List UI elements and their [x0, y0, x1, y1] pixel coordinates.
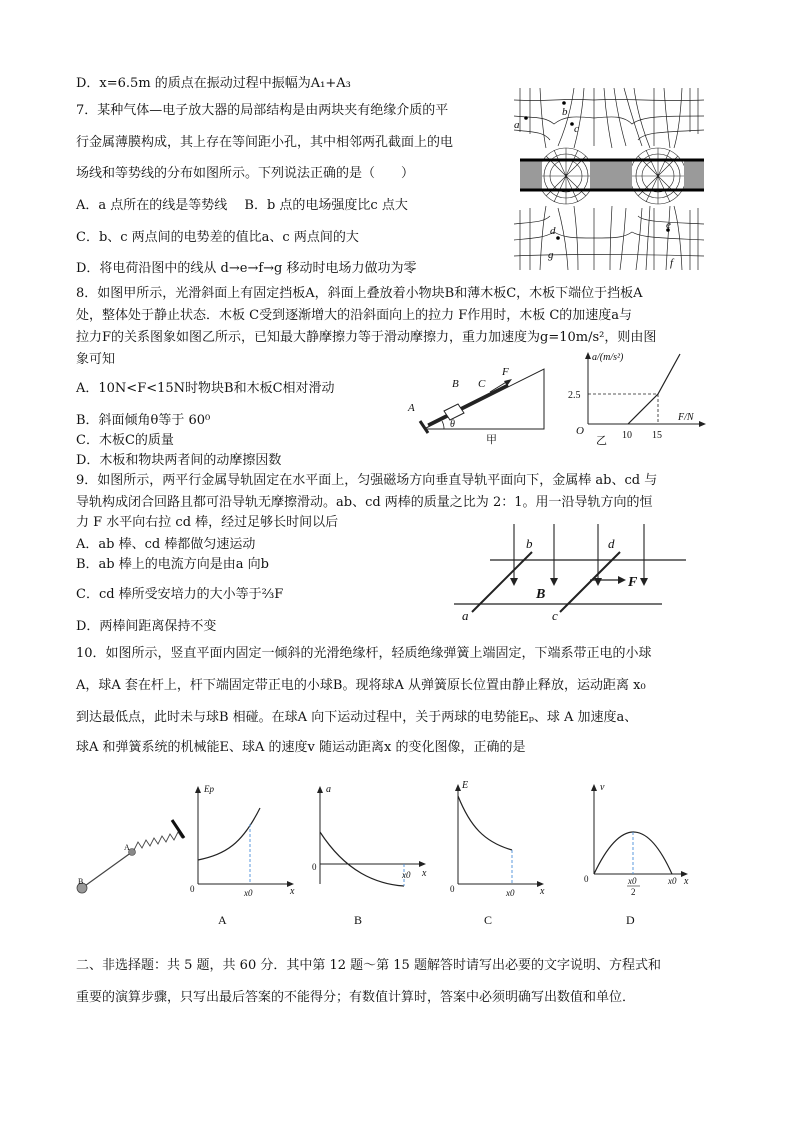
q7-label-a: a — [514, 119, 520, 131]
q9-option-b: B．ab 棒上的电流方向是由a 向b — [76, 557, 269, 572]
q8-caption-jia: 甲 — [486, 434, 497, 446]
q8-yi-origin: O — [576, 425, 584, 437]
q9-option-c: C．cd 棒所受安培力的大小等于⅔F — [76, 587, 284, 602]
q10-stem-line4: 球A 和弹簧系统的机械能E、球A 的速度v 随运动距离x 的变化图像，正确的是 — [76, 740, 526, 755]
q10-b-ylabel: a — [326, 784, 331, 795]
q8-option-d: D．木板和物块两者间的动摩擦因数 — [76, 453, 282, 468]
q10-c-xlabel: x — [540, 886, 545, 897]
q10-stem-line1: 10．如图所示，竖直平面内固定一倾斜的光滑绝缘杆，轻质绝缘弹簧上端固定，下端系带正电的小球 — [76, 646, 652, 661]
q8-yi-xtick-15: 15 — [652, 430, 662, 441]
q8-label-B: B — [452, 378, 459, 390]
q7-label-c: c — [574, 123, 579, 135]
q7-label-g: g — [548, 249, 554, 261]
q7-label-b: b — [562, 106, 568, 118]
q8-label-A: A — [408, 402, 415, 414]
q7-stem-line1: 7．某种气体—电子放大器的局部结构是由两块夹有绝缘介质的平 — [76, 103, 449, 118]
q9-stem-line3: 力 F 水平向右拉 cd 棒，经过足够长时间以后 — [76, 515, 339, 530]
q7-field-figure — [514, 88, 704, 270]
q10-a-xlabel: x — [290, 886, 295, 897]
part2-line2: 重要的演算步骤，只写出最后答案的不能得分；有数值计算时，答案中必须明确写出数值和单位． — [76, 990, 636, 1005]
q9-label-c: c — [552, 608, 558, 623]
q7-stem-line2: 行金属薄膜构成，其上存在等间距小孔，其中相邻两孔截面上的电 — [76, 135, 454, 150]
q8-label-theta: θ — [450, 419, 455, 430]
q8-incline-figure — [404, 365, 554, 447]
q10-c-x0: x0 — [506, 888, 515, 898]
q10-graph-c — [444, 780, 564, 930]
q10-c-ylabel: E — [462, 780, 469, 791]
q8-stem-line3: 拉力F的关系图象如图乙所示，已知最大静摩擦力等于滑动摩擦力，重力加速度为g=10m/s²，则由图 — [76, 330, 657, 345]
q10-d-ylabel: v — [600, 782, 605, 793]
q8-caption-yi: 乙 — [596, 435, 607, 447]
q10-b-xlabel: x — [422, 868, 427, 879]
q8-stem-line2: 处，整体处于静止状态．木板 C受到逐渐增大的沿斜面向上的拉力 F作用时，木板 C的加速度a与 — [76, 308, 633, 323]
q8-yi-ylabel: a/(m/s²) — [592, 352, 624, 363]
q7-option-d: D．将电荷沿图中的线从 d→e→f→g 移动时电场力做功为零 — [76, 261, 417, 276]
q10-b-caption: B — [354, 913, 363, 927]
q8-option-c: C．木板C的质量 — [76, 433, 174, 448]
q10-stem-line2: A，球A 套在杆上，杆下端固定带正电的小球B。现将球A 从弹簧原长位置由静止释放，运动距离 x₀ — [76, 678, 646, 693]
q7-label-f: f — [670, 257, 674, 269]
q7-label-d: d — [550, 225, 556, 237]
q10-rod-spring-figure — [72, 812, 192, 898]
q8-option-a: A．10N<F<15N时物块B和木板C相对滑动 — [76, 381, 335, 396]
q8-label-C: C — [478, 378, 486, 390]
q10-graph-d — [580, 780, 700, 930]
q10-d-xlabel: x — [684, 876, 689, 887]
q7-option-c: C．b、c 两点间的电势差的值比a、c 两点间的大 — [76, 230, 359, 245]
q8-option-b: B．斜面倾角θ等于 60⁰ — [76, 413, 211, 428]
q10-graph-b — [306, 780, 436, 930]
q9-rails-figure — [450, 520, 690, 623]
q6-option-d: D．x=6.5m 的质点在振动过程中振幅为A₁+A₃ — [76, 76, 351, 91]
q7-label-e: e — [666, 219, 671, 231]
q10-d-origin: 0 — [584, 874, 589, 884]
q8-stem-line4: 象可知 — [76, 352, 116, 367]
q9-label-a: a — [462, 608, 469, 623]
q10-a-caption: A — [218, 913, 227, 927]
q7-stem-line3: 场线和等势线的分布如图所示。下列说法正确的是（ ） — [76, 166, 415, 181]
q8-label-F: F — [502, 366, 509, 378]
q10-a-x0: x0 — [244, 888, 253, 898]
q9-option-a: A．ab 棒、cd 棒都做匀速运动 — [76, 537, 256, 552]
q9-option-d: D．两棒间距离保持不变 — [76, 619, 217, 634]
q10-d-x0-half-num: x0 — [628, 876, 637, 886]
q7-option-a-b: A．a 点所在的线是等势线 B．b 点的电场强度比c 点大 — [76, 198, 408, 213]
q10-label-B: B — [78, 877, 84, 886]
q10-c-caption: C — [484, 913, 493, 927]
q8-yi-ytick: 2.5 — [568, 390, 581, 401]
q9-stem-line1: 9．如图所示，两平行金属导轨固定在水平面上，匀强磁场方向垂直导轨平面向下，金属棒 ab、cd 与 — [76, 473, 658, 488]
q10-d-x0-half-den: 2 — [631, 887, 636, 897]
q10-d-caption: D — [626, 913, 635, 927]
q9-label-B: B — [536, 587, 546, 602]
q10-d-x0: x0 — [668, 876, 677, 886]
q10-stem-line3: 到达最低点，此时未与球B 相碰。在球A 向下运动过程中，关于两球的电势能Eₚ、球 A 加速度a、 — [76, 710, 638, 725]
q9-label-b: b — [526, 536, 533, 551]
q10-graph-a — [186, 780, 306, 930]
q10-a-origin: 0 — [190, 884, 195, 894]
q10-a-ylabel: Ep — [204, 784, 214, 794]
part2-line1: 二、非选择题：共 5 题，共 60 分．其中第 12 题～第 15 题解答时请写出必要的文字说明、方程式和 — [76, 958, 661, 973]
q8-yi-xtick-10: 10 — [622, 430, 632, 441]
q10-c-origin: 0 — [450, 884, 455, 894]
q8-stem-line1: 8．如图甲所示，光滑斜面上有固定挡板A，斜面上叠放着小物块B和薄木板C，木板下端位于挡板A — [76, 286, 643, 301]
q10-label-A: A — [124, 843, 130, 852]
q10-b-origin: 0 — [312, 862, 317, 872]
q8-yi-xlabel: F/N — [678, 412, 694, 423]
q8-aF-graph — [568, 350, 718, 450]
q9-label-F: F — [628, 575, 638, 590]
q9-stem-line2: 导轨构成闭合回路且都可沿导轨无摩擦滑动。ab、cd 两棒的质量之比为 2：1。用一沿导轨方向的恒 — [76, 495, 653, 510]
q9-label-d: d — [608, 536, 615, 551]
q10-b-x0: x0 — [402, 870, 411, 880]
